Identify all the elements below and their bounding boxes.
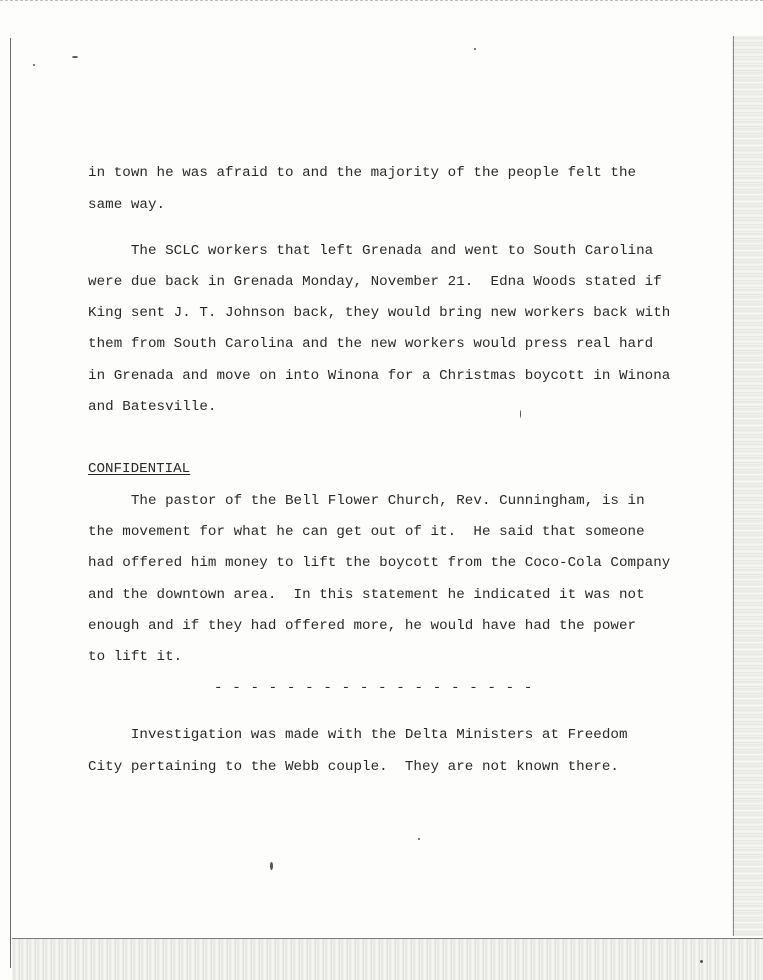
section-separator: - - - - - - - - - - - - - - - - - - bbox=[214, 680, 533, 696]
scan-speck bbox=[270, 862, 273, 870]
text-line: City pertaining to the Webb couple. They are not known there. bbox=[88, 759, 619, 775]
text-line: in Grenada and move on into Winona for a Christmas boycott in Winona bbox=[88, 368, 671, 384]
text-line: in town he was afraid to and the majority of the people felt the bbox=[88, 165, 637, 181]
scan-left-edge bbox=[10, 38, 11, 968]
scan-speck bbox=[474, 48, 476, 50]
scan-top-edge bbox=[0, 0, 763, 5]
text-line: The pastor of the Bell Flower Church, Rev. Cunningham, is in bbox=[88, 493, 645, 509]
scan-bottom-margin bbox=[12, 938, 763, 980]
text-line: Investigation was made with the Delta Ministers at Freedom bbox=[88, 727, 628, 743]
scan-right-margin bbox=[732, 36, 763, 936]
text-line: the movement for what he can get out of it. He said that someone bbox=[88, 524, 645, 540]
scan-speck bbox=[700, 960, 703, 963]
text-line: King sent J. T. Johnson back, they would bring new workers back with bbox=[88, 305, 671, 321]
scan-speck bbox=[418, 838, 420, 840]
text-line: The SCLC workers that left Grenada and went to South Carolina bbox=[88, 243, 654, 259]
text-line: and the downtown area. In this statement he indicated it was not bbox=[88, 587, 645, 603]
text-line: to lift it. bbox=[88, 649, 183, 665]
scan-speck bbox=[72, 56, 78, 58]
text-line: enough and if they had offered more, he would have had the power bbox=[88, 618, 637, 634]
scan-right-edge bbox=[733, 36, 734, 936]
text-line: same way. bbox=[88, 197, 166, 213]
scan-bottom-edge bbox=[12, 938, 763, 939]
text-line: were due back in Grenada Monday, November 21. Edna Woods stated if bbox=[88, 274, 662, 290]
text-line: had offered him money to lift the boycott from the Coco-Cola Company bbox=[88, 555, 671, 571]
text-line: them from South Carolina and the new workers would press real hard bbox=[88, 336, 654, 352]
confidential-heading: CONFIDENTIAL bbox=[88, 461, 191, 477]
scan-speck bbox=[33, 64, 35, 66]
text-line: and Batesville. bbox=[88, 399, 217, 415]
scan-speck bbox=[520, 410, 521, 418]
